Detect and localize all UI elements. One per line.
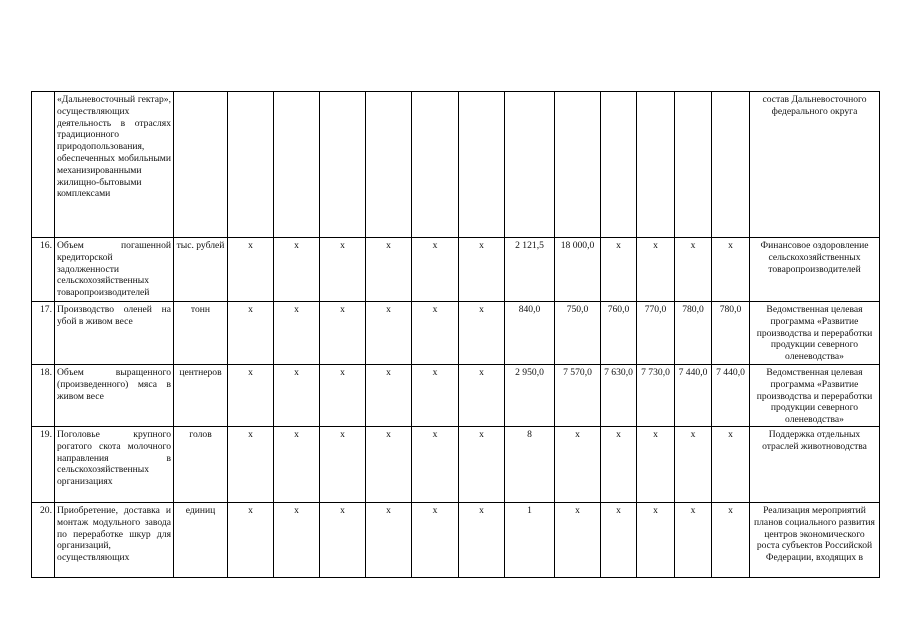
year-value-cell: х bbox=[712, 238, 750, 302]
year-value-cell: 2 121,5 bbox=[505, 238, 555, 302]
year-value-cell: х bbox=[412, 238, 459, 302]
year-value-cell: х bbox=[412, 503, 459, 578]
table-row bbox=[32, 238, 880, 302]
year-value-cell bbox=[601, 92, 637, 238]
year-value-cell: 7 570,0 bbox=[555, 365, 601, 427]
year-value-cell: 1 bbox=[505, 503, 555, 578]
unit-of-measure: центнеров bbox=[174, 365, 228, 427]
program-note: состав Дальневосточного федерального округа bbox=[750, 92, 880, 238]
year-value-cell: х bbox=[228, 302, 274, 365]
year-value-cell: 7 440,0 bbox=[675, 365, 712, 427]
program-note: Ведомственная целевая программа «Развитие производства и переработки продукции северного оленеводства» bbox=[750, 365, 880, 427]
year-value-cell: х bbox=[228, 427, 274, 503]
year-value-cell: х bbox=[228, 503, 274, 578]
indicator-name: Поголовье крупного рогатого скота молочного направления в сельскохозяйственных организациях bbox=[55, 427, 174, 503]
table-row bbox=[32, 92, 880, 238]
row-number: 18. bbox=[32, 365, 55, 427]
table-row bbox=[32, 427, 880, 503]
table-row bbox=[32, 302, 880, 365]
indicator-name: Приобретение, доставка и монтаж модульного завода по переработке шкур для организаций, осуществляющих bbox=[55, 503, 174, 578]
year-value-cell: х bbox=[274, 302, 320, 365]
indicators-table bbox=[31, 91, 880, 578]
unit-of-measure bbox=[174, 92, 228, 238]
year-value-cell: х bbox=[412, 302, 459, 365]
year-value-cell bbox=[637, 92, 675, 238]
year-value-cell bbox=[712, 92, 750, 238]
indicator-name: «Дальневосточный гектар», осуществляющих деятельность в отраслях традиционного природопользования, обеспеченных мобильными механизированными жилищно-бытовыми комплексами bbox=[55, 92, 174, 238]
year-value-cell: х bbox=[274, 427, 320, 503]
year-value-cell: 840,0 bbox=[505, 302, 555, 365]
table-row bbox=[32, 365, 880, 427]
year-value-cell: 18 000,0 bbox=[555, 238, 601, 302]
year-value-cell: х bbox=[459, 503, 505, 578]
unit-of-measure: голов bbox=[174, 427, 228, 503]
year-value-cell: х bbox=[228, 365, 274, 427]
year-value-cell: х bbox=[366, 427, 412, 503]
year-value-cell: х bbox=[320, 427, 366, 503]
year-value-cell bbox=[459, 92, 505, 238]
year-value-cell: х bbox=[366, 365, 412, 427]
year-value-cell bbox=[555, 92, 601, 238]
row-number: 16. bbox=[32, 238, 55, 302]
table-row bbox=[32, 503, 880, 578]
program-note: Поддержка отдельных отраслей животноводства bbox=[750, 427, 880, 503]
year-value-cell: 7 630,0 bbox=[601, 365, 637, 427]
indicator-name: Объем выращенного (произведенного) мяса в живом весе bbox=[55, 365, 174, 427]
year-value-cell: х bbox=[675, 427, 712, 503]
year-value-cell: х bbox=[601, 427, 637, 503]
row-number: 20. bbox=[32, 503, 55, 578]
year-value-cell: х bbox=[274, 365, 320, 427]
year-value-cell: х bbox=[637, 427, 675, 503]
year-value-cell: 760,0 bbox=[601, 302, 637, 365]
row-number: 19. bbox=[32, 427, 55, 503]
year-value-cell: 7 730,0 bbox=[637, 365, 675, 427]
year-value-cell: х bbox=[459, 238, 505, 302]
year-value-cell bbox=[320, 92, 366, 238]
year-value-cell: 2 950,0 bbox=[505, 365, 555, 427]
year-value-cell: х bbox=[366, 238, 412, 302]
program-note: Ведомственная целевая программа «Развитие производства и переработки продукции северного оленеводства» bbox=[750, 302, 880, 365]
year-value-cell bbox=[274, 92, 320, 238]
year-value-cell: х bbox=[459, 365, 505, 427]
year-value-cell: х bbox=[320, 302, 366, 365]
year-value-cell: х bbox=[274, 503, 320, 578]
year-value-cell: 770,0 bbox=[637, 302, 675, 365]
year-value-cell: х bbox=[366, 503, 412, 578]
indicator-name: Объем погашенной кредиторской задолженности сельскохозяйственных товаропроизводителей bbox=[55, 238, 174, 302]
program-note: Реализация мероприятий планов социального развития центров экономического роста субъектов Российской Федерации, входящих в bbox=[750, 503, 880, 578]
year-value-cell bbox=[366, 92, 412, 238]
year-value-cell: 8 bbox=[505, 427, 555, 503]
year-value-cell: х bbox=[228, 238, 274, 302]
program-note: Финансовое оздоровление сельскохозяйственных товаропроизводителей bbox=[750, 238, 880, 302]
indicator-name: Производство оленей на убой в живом весе bbox=[55, 302, 174, 365]
row-number bbox=[32, 92, 55, 238]
year-value-cell: 780,0 bbox=[712, 302, 750, 365]
year-value-cell: х bbox=[675, 503, 712, 578]
year-value-cell: х bbox=[320, 238, 366, 302]
unit-of-measure: единиц bbox=[174, 503, 228, 578]
year-value-cell: х bbox=[712, 427, 750, 503]
year-value-cell: х bbox=[459, 302, 505, 365]
year-value-cell: х bbox=[601, 503, 637, 578]
year-value-cell: х bbox=[601, 238, 637, 302]
year-value-cell bbox=[505, 92, 555, 238]
year-value-cell: х bbox=[459, 427, 505, 503]
year-value-cell: х bbox=[274, 238, 320, 302]
year-value-cell: 780,0 bbox=[675, 302, 712, 365]
year-value-cell: х bbox=[320, 365, 366, 427]
year-value-cell: х bbox=[412, 365, 459, 427]
year-value-cell: х bbox=[637, 503, 675, 578]
year-value-cell: х bbox=[637, 238, 675, 302]
year-value-cell: х bbox=[555, 503, 601, 578]
year-value-cell bbox=[675, 92, 712, 238]
year-value-cell: х bbox=[675, 238, 712, 302]
year-value-cell bbox=[412, 92, 459, 238]
year-value-cell: х bbox=[366, 302, 412, 365]
year-value-cell: х bbox=[412, 427, 459, 503]
unit-of-measure: тыс. рублей bbox=[174, 238, 228, 302]
year-value-cell bbox=[228, 92, 274, 238]
unit-of-measure: тонн bbox=[174, 302, 228, 365]
year-value-cell: 7 440,0 bbox=[712, 365, 750, 427]
year-value-cell: х bbox=[320, 503, 366, 578]
row-number: 17. bbox=[32, 302, 55, 365]
year-value-cell: х bbox=[712, 503, 750, 578]
year-value-cell: х bbox=[555, 427, 601, 503]
year-value-cell: 750,0 bbox=[555, 302, 601, 365]
